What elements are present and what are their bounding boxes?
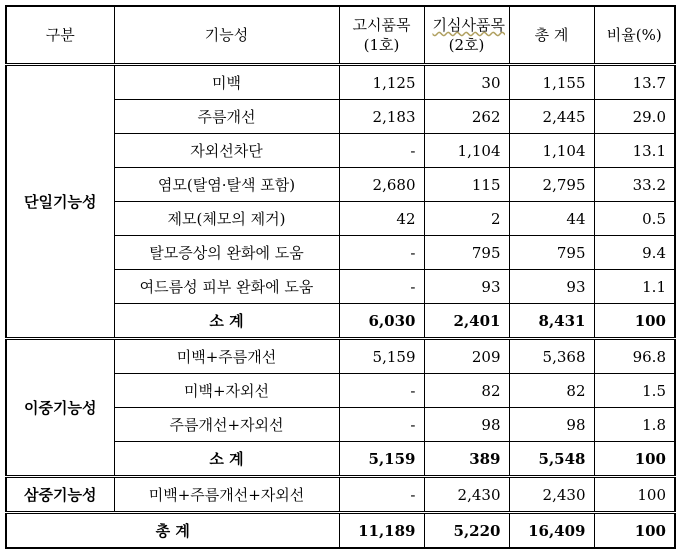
notified-count: 2,183 — [339, 100, 424, 134]
total-count: 5,368 — [509, 339, 594, 374]
functional-cosmetics-table-container — [5, 5, 676, 549]
reviewed-count: 30 — [424, 65, 509, 100]
subtotal-notified: 6,030 — [339, 304, 424, 339]
table-row — [6, 65, 675, 100]
ratio-value: 13.7 — [594, 65, 675, 100]
notified-count: - — [339, 374, 424, 408]
total-count: 2,795 — [509, 168, 594, 202]
function-name: 미백+주름개선 — [114, 339, 339, 374]
header-notified-line1: 고시품목 — [352, 16, 411, 34]
ratio-value: 1.5 — [594, 374, 675, 408]
subtotal-reviewed: 389 — [424, 442, 509, 477]
ratio-value: 9.4 — [594, 236, 675, 270]
total-count: 98 — [509, 408, 594, 442]
function-name: 제모(체모의 제거) — [114, 202, 339, 236]
grand-total-total: 16,409 — [509, 513, 594, 549]
reviewed-count: 82 — [424, 374, 509, 408]
notified-count: - — [339, 270, 424, 304]
ratio-value: 29.0 — [594, 100, 675, 134]
header-reviewed — [424, 6, 509, 65]
header-ratio: 비율(%) — [594, 6, 675, 65]
header-notified-line2: (1호) — [363, 36, 400, 54]
table-row — [6, 477, 675, 513]
reviewed-count: 795 — [424, 236, 509, 270]
function-name: 미백+주름개선+자외선 — [114, 477, 339, 513]
subtotal-notified: 5,159 — [339, 442, 424, 477]
reviewed-count: 2 — [424, 202, 509, 236]
table-row — [6, 339, 675, 374]
reviewed-count: 262 — [424, 100, 509, 134]
total-count: 82 — [509, 374, 594, 408]
notified-count: 1,125 — [339, 65, 424, 100]
function-name: 주름개선 — [114, 100, 339, 134]
reviewed-count: 98 — [424, 408, 509, 442]
header-total: 총 계 — [509, 6, 594, 65]
total-count: 44 — [509, 202, 594, 236]
grand-total-ratio: 100 — [594, 513, 675, 549]
header-reviewed-line1: 기심사품목 — [432, 16, 505, 34]
grand-total-reviewed: 5,220 — [424, 513, 509, 549]
function-name: 염모(탈염·탈색 포함) — [114, 168, 339, 202]
header-notified — [339, 6, 424, 65]
ratio-value: 1.8 — [594, 408, 675, 442]
notified-count: 42 — [339, 202, 424, 236]
header-reviewed-line2: (2호) — [448, 36, 485, 54]
category-single: 단일기능성 — [6, 65, 114, 339]
total-count: 93 — [509, 270, 594, 304]
reviewed-count: 115 — [424, 168, 509, 202]
grand-total-label: 총 계 — [6, 513, 339, 549]
category-double: 이중기능성 — [6, 339, 114, 477]
subtotal-reviewed: 2,401 — [424, 304, 509, 339]
function-name: 미백 — [114, 65, 339, 100]
total-count: 2,430 — [509, 477, 594, 513]
reviewed-count: 209 — [424, 339, 509, 374]
subtotal-label: 소 계 — [114, 442, 339, 477]
grand-total-notified: 11,189 — [339, 513, 424, 549]
ratio-value: 100 — [594, 477, 675, 513]
subtotal-total: 8,431 — [509, 304, 594, 339]
header-function: 기능성 — [114, 6, 339, 65]
subtotal-ratio: 100 — [594, 442, 675, 477]
notified-count: 2,680 — [339, 168, 424, 202]
ratio-value: 13.1 — [594, 134, 675, 168]
notified-count: 5,159 — [339, 339, 424, 374]
function-name: 주름개선+자외선 — [114, 408, 339, 442]
table-header-row — [6, 6, 675, 65]
reviewed-count: 93 — [424, 270, 509, 304]
notified-count: - — [339, 408, 424, 442]
subtotal-label: 소 계 — [114, 304, 339, 339]
total-count: 1,155 — [509, 65, 594, 100]
total-count: 795 — [509, 236, 594, 270]
subtotal-total: 5,548 — [509, 442, 594, 477]
ratio-value: 1.1 — [594, 270, 675, 304]
ratio-value: 96.8 — [594, 339, 675, 374]
ratio-value: 0.5 — [594, 202, 675, 236]
notified-count: - — [339, 236, 424, 270]
total-count: 2,445 — [509, 100, 594, 134]
total-count: 1,104 — [509, 134, 594, 168]
function-name: 탈모증상의 완화에 도움 — [114, 236, 339, 270]
subtotal-ratio: 100 — [594, 304, 675, 339]
function-name: 미백+자외선 — [114, 374, 339, 408]
notified-count: - — [339, 134, 424, 168]
reviewed-count: 2,430 — [424, 477, 509, 513]
header-category: 구분 — [6, 6, 114, 65]
reviewed-count: 1,104 — [424, 134, 509, 168]
function-name: 자외선차단 — [114, 134, 339, 168]
category-triple: 삼중기능성 — [6, 477, 114, 513]
notified-count: - — [339, 477, 424, 513]
ratio-value: 33.2 — [594, 168, 675, 202]
functional-cosmetics-table — [5, 5, 676, 549]
grand-total-row — [6, 513, 675, 549]
function-name: 여드름성 피부 완화에 도움 — [114, 270, 339, 304]
